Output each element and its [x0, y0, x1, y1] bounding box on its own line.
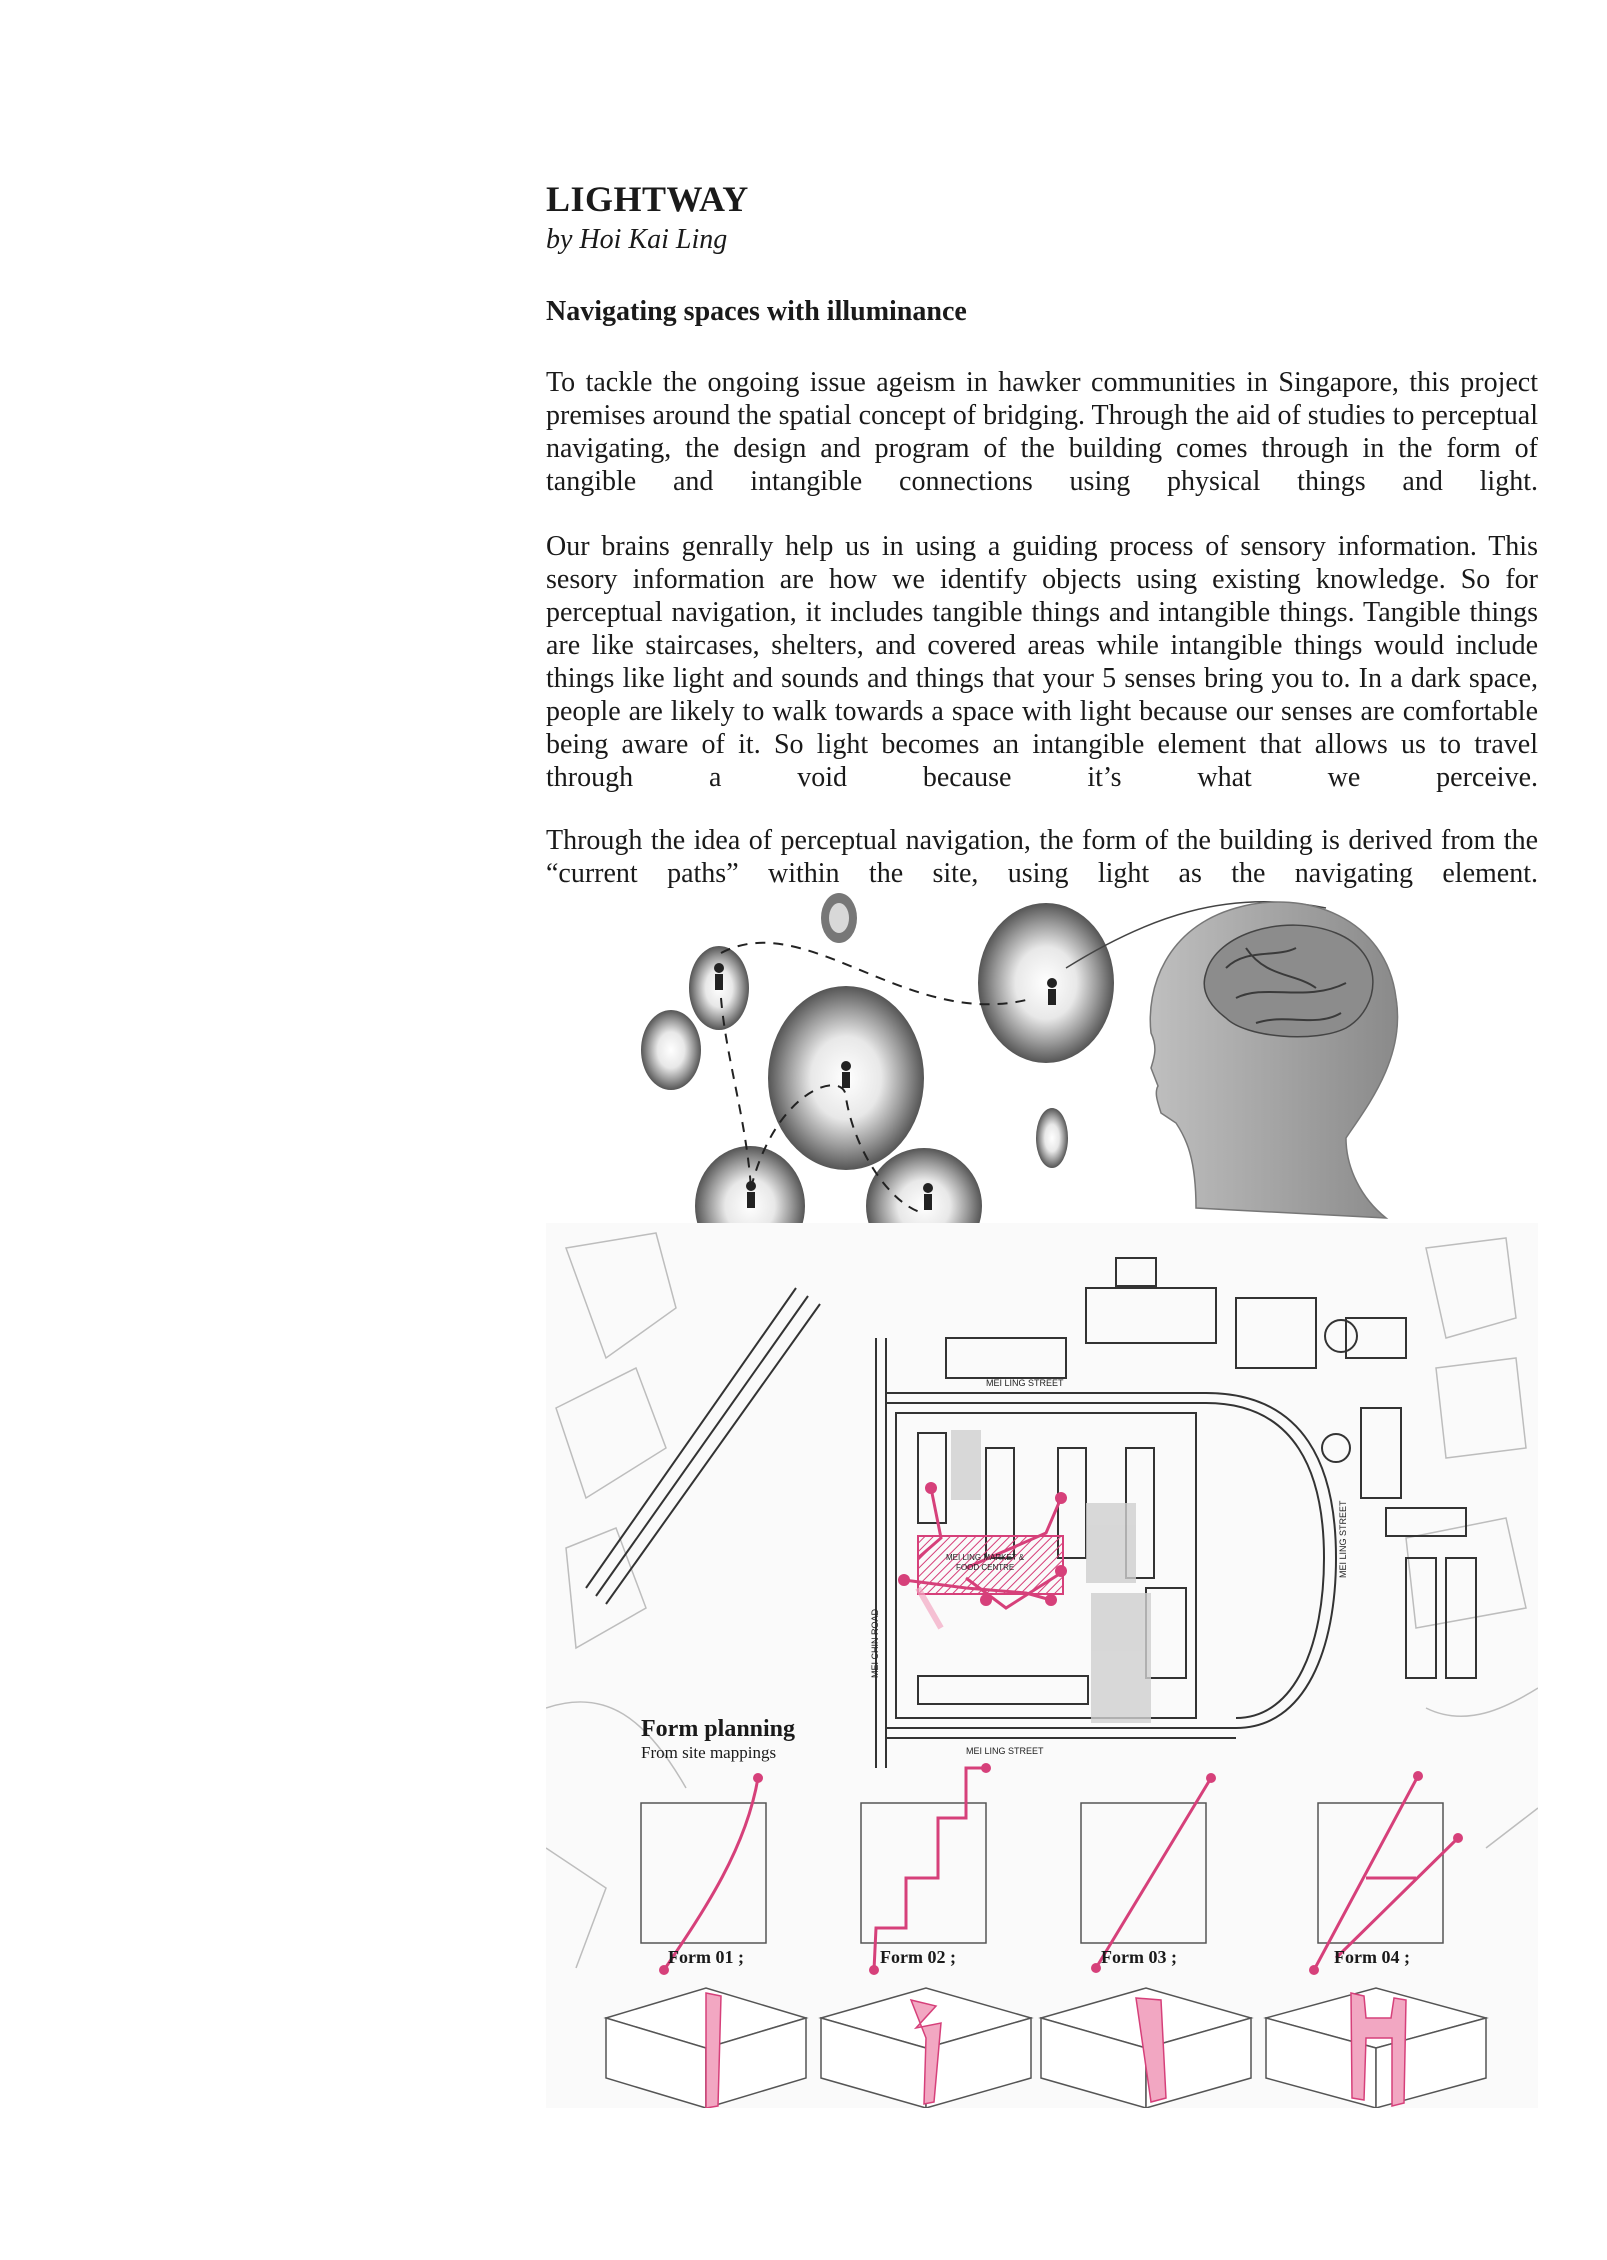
- street-label-bottom: MEI LING STREET: [966, 1746, 1044, 1756]
- page-title: LIGHTWAY: [546, 179, 749, 219]
- concept-figure: [546, 888, 1538, 2108]
- form-planning-title: Form planning: [641, 1716, 796, 1742]
- body-paragraph-2: Our brains genrally help us in using a guiding process of sensory information. This sesory information are how we identify objects using existing knowledge. So for perceptual navigation, it includes tangible things and intangible things. Tangible things are like staircases, shelters, and covered areas while intangible things would include things like light and sounds and things that your 5 senses bring you to. In a dark space, people are likely to walk towards a space with light because our senses are comfortable being aware of it. So light becomes an intangible element that allows us to travel through a void because it’s what we perceive.: [546, 531, 1538, 793]
- light-pool: [1036, 1108, 1068, 1168]
- market-label-line1: MEI LING MARKET &: [946, 1553, 1025, 1562]
- light-pool: [641, 1010, 701, 1090]
- road-label-left: MEI CHIN ROAD: [870, 1608, 880, 1678]
- form-planning-subtitle: From site mappings: [641, 1743, 777, 1762]
- section-heading: Navigating spaces with illuminance: [546, 296, 967, 327]
- form-01-cut: [706, 1993, 721, 2108]
- site-map: [546, 1223, 1538, 2108]
- head-brain-illustration: [1150, 902, 1397, 1218]
- form-03-label: Form 03 ;: [1101, 1947, 1177, 1967]
- author-byline: by Hoi Kai Ling: [546, 224, 728, 255]
- form-01-label: Form 01 ;: [668, 1947, 744, 1967]
- street-label-top: MEI LING STREET: [986, 1378, 1064, 1388]
- form-04-label: Form 04 ;: [1334, 1947, 1410, 1967]
- market-label-line2: FOOD CENTRE: [956, 1563, 1015, 1572]
- body-paragraph-1: To tackle the ongoing issue ageism in hawker communities in Singapore, this project premises around the spatial concept of bridging. Through the aid of studies to perceptual navigating, the design and program of the building comes through in the form of tangible and intangible connections using physical things and light.: [546, 367, 1538, 497]
- body-paragraph-3: Through the idea of perceptual navigation, the form of the building is derived from the “current paths” within the site, using light as the navigating element.: [546, 825, 1538, 889]
- light-pool: [978, 903, 1114, 1063]
- street-label-right: MEI LING STREET: [1338, 1500, 1348, 1578]
- form-02-label: Form 02 ;: [880, 1947, 956, 1967]
